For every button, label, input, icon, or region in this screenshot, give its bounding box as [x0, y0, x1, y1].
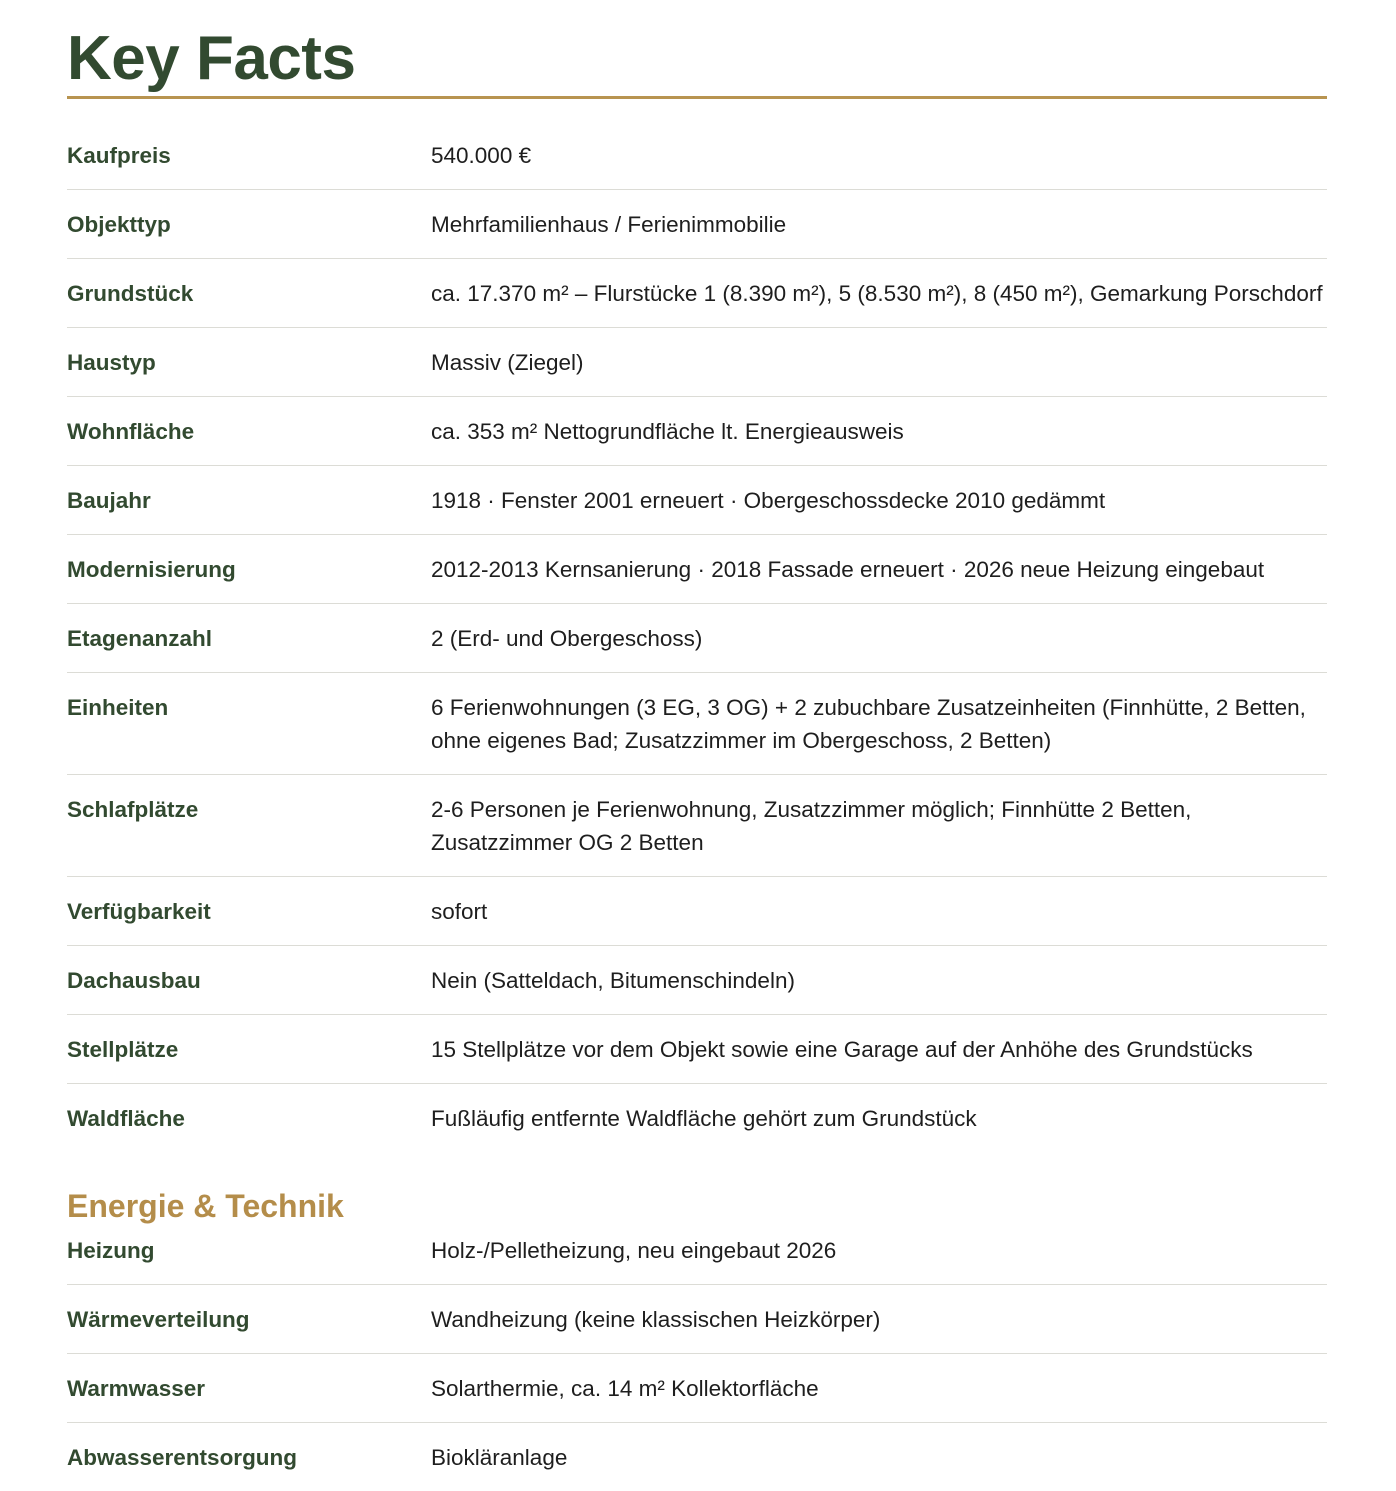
fact-value: 2012-2013 Kernsanierung · 2018 Fassade erneuert · 2026 neue Heizung eingebaut	[431, 535, 1327, 604]
fact-value: 2-6 Personen je Ferienwohnung, Zusatzzimmer möglich; Finnhütte 2 Betten, Zusatzzimmer OG 2 Betten	[431, 775, 1327, 877]
key-facts-page	[67, 0, 1327, 1491]
table-row	[67, 1354, 1327, 1423]
table-row	[67, 1285, 1327, 1354]
fact-value: Fußläufig entfernte Waldfläche gehört zum Grundstück	[431, 1084, 1327, 1153]
table-row	[67, 121, 1327, 190]
fact-label: Dachausbau	[67, 946, 431, 1015]
fact-label: Stellplätze	[67, 1015, 431, 1084]
table-row	[67, 328, 1327, 397]
energy-value: Holz-/Pelletheizung, neu eingebaut 2026	[431, 1226, 1327, 1285]
energy-table	[67, 1226, 1327, 1491]
fact-value: Mehrfamilienhaus / Ferienimmobilie	[431, 190, 1327, 259]
fact-label: Verfügbarkeit	[67, 877, 431, 946]
fact-value: Nein (Satteldach, Bitumenschindeln)	[431, 946, 1327, 1015]
table-row	[67, 535, 1327, 604]
fact-label: Objekttyp	[67, 190, 431, 259]
energy-label: Warmwasser	[67, 1354, 431, 1423]
fact-value: Massiv (Ziegel)	[431, 328, 1327, 397]
fact-value: ca. 353 m² Nettogrundfläche lt. Energieausweis	[431, 397, 1327, 466]
table-row	[67, 1226, 1327, 1285]
fact-label: Kaufpreis	[67, 121, 431, 190]
title-divider	[67, 96, 1327, 99]
fact-label: Haustyp	[67, 328, 431, 397]
table-row	[67, 604, 1327, 673]
fact-value: 540.000 €	[431, 121, 1327, 190]
fact-value: 15 Stellplätze vor dem Objekt sowie eine Garage auf der Anhöhe des Grundstücks	[431, 1015, 1327, 1084]
key-facts-table	[67, 121, 1327, 1152]
fact-value: sofort	[431, 877, 1327, 946]
energy-value: Solarthermie, ca. 14 m² Kollektorfläche	[431, 1354, 1327, 1423]
table-row	[67, 397, 1327, 466]
fact-label: Grundstück	[67, 259, 431, 328]
fact-value: ca. 17.370 m² – Flurstücke 1 (8.390 m²), 5 (8.530 m²), 8 (450 m²), Gemarkung Porschdorf	[431, 259, 1327, 328]
fact-label: Wohnfläche	[67, 397, 431, 466]
table-row	[67, 673, 1327, 775]
table-row	[67, 1084, 1327, 1153]
energy-label: Heizung	[67, 1226, 431, 1285]
fact-label: Etagenanzahl	[67, 604, 431, 673]
fact-value: 2 (Erd- und Obergeschoss)	[431, 604, 1327, 673]
table-row	[67, 466, 1327, 535]
energy-label: Abwasserentsorgung	[67, 1423, 431, 1491]
table-row	[67, 190, 1327, 259]
table-row	[67, 1015, 1327, 1084]
energy-label: Wärmeverteilung	[67, 1285, 431, 1354]
table-row	[67, 1423, 1327, 1491]
page-title: Key Facts	[67, 22, 1327, 96]
table-row	[67, 259, 1327, 328]
table-row	[67, 775, 1327, 877]
table-row	[67, 877, 1327, 946]
energy-value: Biokläranlage	[431, 1423, 1327, 1491]
fact-label: Schlafplätze	[67, 775, 431, 877]
fact-label: Baujahr	[67, 466, 431, 535]
fact-value: 6 Ferienwohnungen (3 EG, 3 OG) + 2 zubuchbare Zusatzeinheiten (Finnhütte, 2 Betten, ohne eigenes Bad; Zusatzzimmer im Obergeschoss, 2 Betten)	[431, 673, 1327, 775]
table-row	[67, 946, 1327, 1015]
fact-label: Waldfläche	[67, 1084, 431, 1153]
section-title-energy: Energie & Technik	[67, 1152, 1327, 1226]
fact-label: Einheiten	[67, 673, 431, 775]
fact-label: Modernisierung	[67, 535, 431, 604]
fact-value: 1918 · Fenster 2001 erneuert · Obergeschossdecke 2010 gedämmt	[431, 466, 1327, 535]
energy-value: Wandheizung (keine klassischen Heizkörper)	[431, 1285, 1327, 1354]
